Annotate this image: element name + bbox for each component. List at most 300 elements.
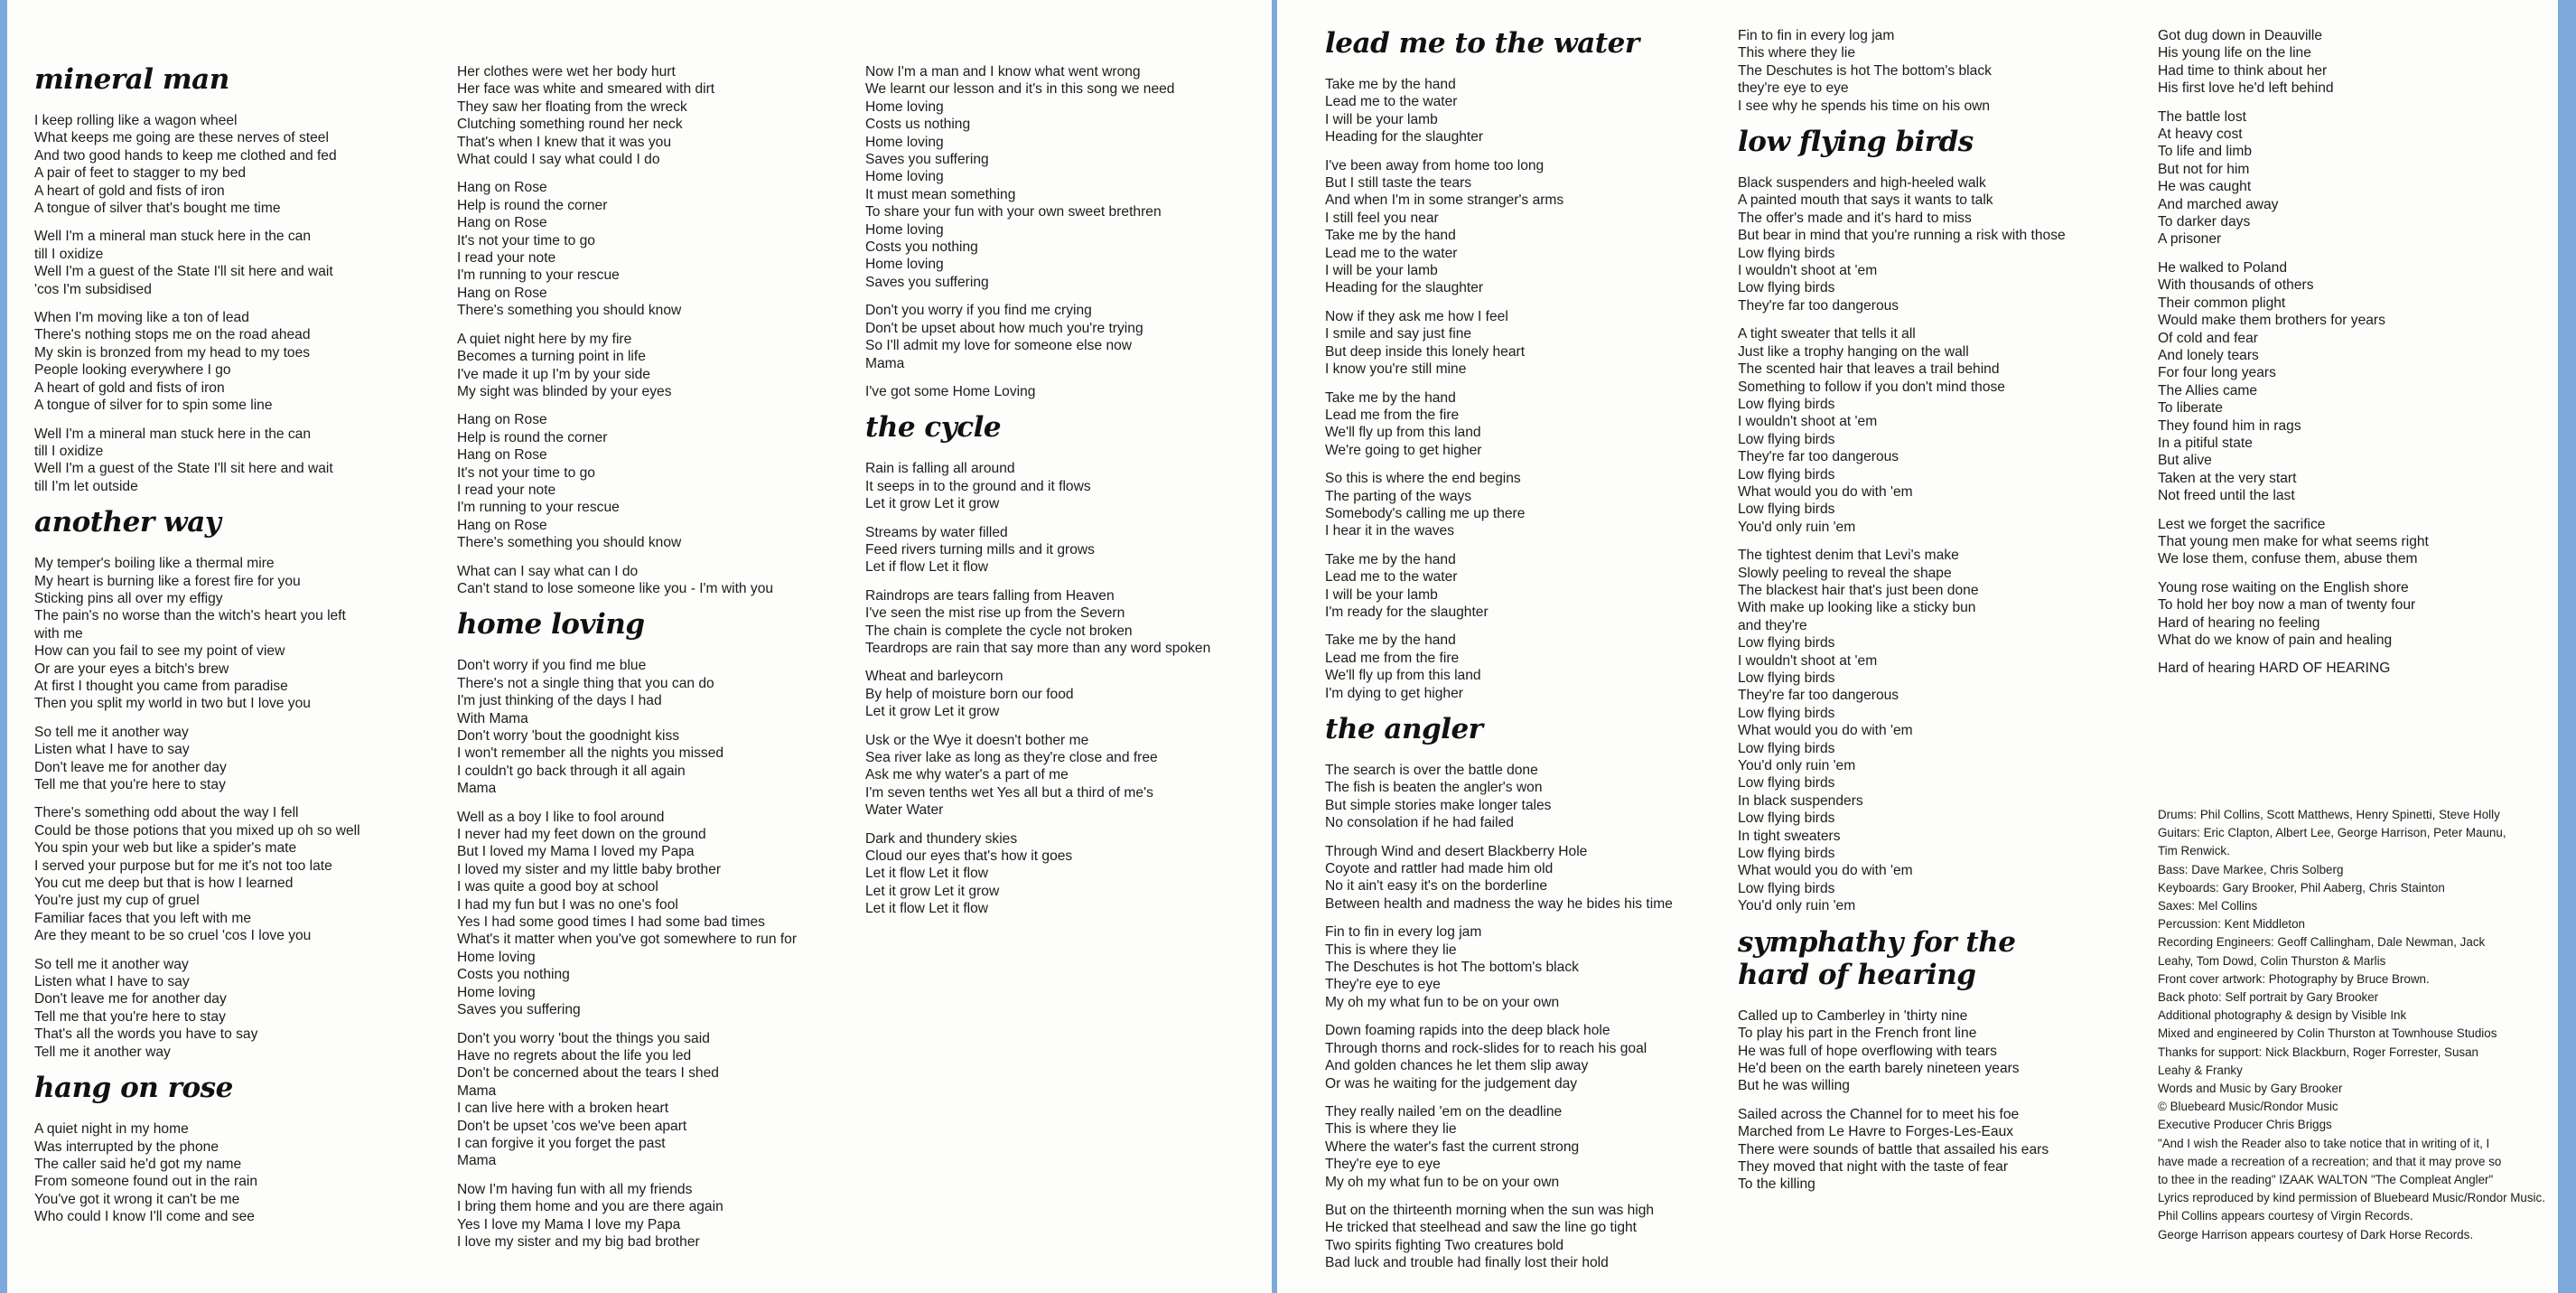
lyric-line: I'm just thinking of the days I had <box>457 693 662 709</box>
lyric-line: There's something you should know <box>457 303 682 319</box>
lyric-line: My temper's boiling like a thermal mire <box>34 556 275 572</box>
credit-line: Leahy, Tom Dowd, Colin Thurston & Marlis <box>2158 953 2386 968</box>
lyric-line: Don't leave me for another day <box>34 991 227 1007</box>
lyric-line: Teardrops are rain that say more than any word spoken <box>865 640 1211 656</box>
song-title: home loving <box>457 608 645 642</box>
stanza <box>1325 1202 1673 1272</box>
lyric-line: People looking everywhere I go <box>34 362 231 379</box>
lyric-line: Low flying birds <box>1738 880 1835 896</box>
lyric-line: How can you fail to see my point of view <box>34 643 285 660</box>
lyric-line: He was caught <box>2158 179 2252 195</box>
lyric-line: I will be your lamb <box>1325 586 1438 603</box>
lyric-line: To the killing <box>1738 1176 1815 1193</box>
lyric-line: Have no regrets about the life you led <box>457 1047 692 1063</box>
lyric-line: Listen what I have to say <box>34 974 190 990</box>
lyric-line: Help is round the corner <box>457 197 608 213</box>
lyric-line: Hard of hearing HARD OF HEARING <box>2158 661 2391 677</box>
lyric-line: Low flying birds <box>1738 635 1835 651</box>
stanza <box>457 179 797 319</box>
lyric-line: But he was willing <box>1738 1078 1850 1094</box>
lyric-line: Mama <box>865 355 905 371</box>
left-page <box>7 0 1272 1293</box>
lyric-line: Lead me to the water <box>1325 245 1458 261</box>
lyric-line: I read your note <box>457 482 556 498</box>
lyric-line: Wheat and barleycorn <box>865 669 1003 685</box>
lyric-line: Home loving <box>865 134 944 150</box>
lyric-line: By help of moisture born our food <box>865 686 1074 702</box>
lyric-line: Streams by water filled <box>865 524 1008 540</box>
credit-line: Additional photography & design by Visible Ink <box>2158 1008 2407 1023</box>
lyric-line: Between health and madness the way he bides his time <box>1325 895 1673 912</box>
lyric-line: So tell me it another way <box>34 724 189 740</box>
lyric-line: Don't worry 'bout the goodnight kiss <box>457 728 680 744</box>
lyric-line: Costs you nothing <box>865 239 978 256</box>
lyric-line: But bear in mind that you're running a risk with those <box>1738 228 2066 244</box>
lyric-line: Two spirits fighting Two creatures bold <box>1325 1237 1564 1253</box>
stanza <box>34 112 360 217</box>
lyric-line: He was full of hope overflowing with tears <box>1738 1043 1997 1059</box>
stanza <box>865 668 1210 720</box>
right-page <box>1277 0 2558 1293</box>
lyric-line: Can't stand to lose someone like you - I'm with you <box>457 580 774 596</box>
lyric-line: The caller said he'd got my name <box>34 1156 242 1172</box>
lyric-line: I couldn't go back through it all again <box>457 763 686 779</box>
lyric-line: I had my fun but I was no one's fool <box>457 896 678 913</box>
lyric-line: The pain's no worse than the witch's heart you left <box>34 608 346 624</box>
lyric-line: There's something odd about the way I fell <box>34 805 299 821</box>
lyric-line: You'd only ruin 'em <box>1738 758 1856 774</box>
stanza <box>1325 632 1673 702</box>
lyric-line: What keeps me going are these nerves of steel <box>34 130 329 146</box>
lyric-line: I smile and say just fine <box>1325 326 1472 342</box>
lyric-line: Tell me that you're here to stay <box>34 777 226 792</box>
lyric-line: I love my sister and my big bad brother <box>457 1233 700 1250</box>
lyric-line: Or was he waiting for the judgement day <box>1325 1075 1578 1092</box>
lyric-line: What would you do with 'em <box>1738 863 1913 879</box>
lyric-line: With Mama <box>457 710 528 726</box>
stanza <box>1325 1103 1673 1191</box>
lyric-line: Black suspenders and high-heeled walk <box>1738 175 1986 192</box>
credit-line: Phil Collins appears courtesy of Virgin Records. <box>2158 1209 2413 1223</box>
lyric-line: Somebody's calling me up there <box>1325 505 1526 521</box>
lyric-line: It's not your time to go <box>457 464 595 481</box>
lyric-line: Low flying birds <box>1738 280 1835 296</box>
lyric-line: A painted mouth that says it wants to talk <box>1738 192 1993 209</box>
lyric-line: I read your note <box>457 250 556 267</box>
lyric-line: Don't be concerned about the tears I shed <box>457 1065 719 1082</box>
stanza <box>2158 516 2429 568</box>
lyric-line: Let it flow Let it flow <box>865 901 989 917</box>
credit-line: Thanks for support: Nick Blackburn, Roger Forrester, Susan <box>2158 1045 2479 1059</box>
lyric-line: What would you do with 'em <box>1738 723 1913 739</box>
lyric-line: Hang on Rose <box>457 285 547 301</box>
lyric-line: They found him in rags <box>2158 417 2301 434</box>
lyric-line: I'm seven tenths wet Yes all but a third of me's <box>865 784 1153 801</box>
lyric-line: To life and limb <box>2158 144 2253 160</box>
lyric-line: I keep rolling like a wagon wheel <box>34 113 238 128</box>
stanza <box>865 302 1210 372</box>
lyric-line: Take me by the hand <box>1325 228 1456 244</box>
stanza <box>1325 1022 1673 1092</box>
lyric-line: Well as a boy I like to fool around <box>457 809 665 825</box>
lyric-line: A tongue of silver that's bought me time <box>34 201 281 217</box>
stanza <box>2158 27 2429 98</box>
stanza <box>865 524 1210 576</box>
lyric-line: Help is round the corner <box>457 429 608 445</box>
lyric-line: Had time to think about her <box>2158 62 2328 79</box>
lyric-line: Sailed across the Channel for to meet his foe <box>1738 1106 2020 1122</box>
lyric-line: Slowly peeling to reveal the shape <box>1738 565 1952 581</box>
lyric-line: Hang on Rose <box>457 412 547 428</box>
lyric-line: The battle lost <box>2158 108 2246 125</box>
lyric-line: Something to follow if you don't mind those <box>1738 379 2005 395</box>
lyric-line: Let it grow Let it grow <box>865 883 1000 899</box>
lyric-line: You've got it wrong it can't be me <box>34 1191 240 1207</box>
stanza <box>1325 762 1673 832</box>
lyric-line: My heart is burning like a forest fire for you <box>34 573 301 589</box>
lyric-line: He walked to Poland <box>2158 259 2288 276</box>
lyric-line: A quiet night here by my fire <box>457 331 632 347</box>
lyric-line: Clutching something round her neck <box>457 117 683 133</box>
lyric-line: We lose them, confuse them, abuse them <box>2158 551 2418 567</box>
lyric-line: We'll fly up from this land <box>1325 425 1481 441</box>
lyric-line: A tight sweater that tells it all <box>1738 326 1916 342</box>
credit-line: Back photo: Self portrait by Gary Brooker <box>2158 990 2379 1005</box>
lyric-line: The Deschutes is hot The bottom's black <box>1738 62 1992 79</box>
lyric-line: Hang on Rose <box>457 447 547 464</box>
lyric-line: My sight was blinded by your eyes <box>457 383 672 399</box>
credit-line: Keyboards: Gary Brooker, Phil Aaberg, Chris Stainton <box>2158 880 2445 895</box>
lyric-line: Rain is falling all around <box>865 461 1015 477</box>
lyric-line: What would you do with 'em <box>1738 483 1913 500</box>
lyric-line: The parting of the ways <box>1325 488 1472 504</box>
song-title: the cycle <box>865 411 1002 445</box>
lyric-line: Mama <box>457 1153 497 1169</box>
stanza <box>1325 923 1673 1011</box>
lyric-line: Through Wind and desert Blackberry Hole <box>1325 843 1588 859</box>
lyric-line: Now if they ask me how I feel <box>1325 308 1508 324</box>
lyric-line: You spin your web but like a spider's mate <box>34 840 297 857</box>
credit-line: Recording Engineers: Geoff Callingham, Dale Newman, Jack <box>2158 935 2486 950</box>
lyric-line: A prisoner <box>2158 231 2222 248</box>
song-title: hang on rose <box>34 1072 233 1105</box>
lyric-line: Mama <box>457 1082 497 1099</box>
lyric-line: Now I'm a man and I know what went wrong <box>865 64 1141 80</box>
lyric-line: My oh my what fun to be on your own <box>1325 994 1560 1010</box>
lyric-line: There's nothing stops me on the road ahead <box>34 327 311 343</box>
lyric-line: I see why he spends his time on his own <box>1738 98 1991 114</box>
lyric-line: But simple stories make longer tales <box>1325 797 1552 813</box>
lyric-line: Water Water <box>865 802 944 819</box>
lyric-line: Home loving <box>865 169 944 185</box>
lyric-line: and they're <box>1738 617 1807 633</box>
lyric-line: But deep inside this lonely heart <box>1325 343 1526 360</box>
stanza <box>457 1030 797 1170</box>
credit-line: Percussion: Kent Middleton <box>2158 917 2306 932</box>
lyric-line: No consolation if he had failed <box>1325 815 1514 831</box>
lyric-line: Let it flow Let it flow <box>865 866 989 882</box>
credit-line: Tim Renwick. <box>2158 844 2230 858</box>
lyric-line: I will be your lamb <box>1325 111 1438 127</box>
credit-line: Saxes: Mel Collins <box>2158 899 2258 914</box>
stanza <box>457 1181 797 1251</box>
lyric-line: My oh my what fun to be on your own <box>1325 1174 1560 1190</box>
lyric-line: Low flying birds <box>1738 705 1835 721</box>
lyric-line: His first love he'd left behind <box>2158 80 2334 97</box>
lyric-line: That's all the words you have to say <box>34 1026 258 1043</box>
stanza <box>2158 579 2429 650</box>
stanza <box>2158 108 2429 248</box>
lyric-line: Then you split my world in two but I love you <box>34 696 311 712</box>
lyric-line: Hang on Rose <box>457 180 547 196</box>
lyric-line: Saves you suffering <box>865 152 989 168</box>
lyric-line: Low flying birds <box>1738 501 1835 518</box>
lyric-line: That's when I knew that it was you <box>457 134 671 150</box>
lyric-line: they're eye to eye <box>1738 80 1849 97</box>
lyric-line: To play his part in the French front line <box>1738 1026 1977 1042</box>
lyric-line: Low flying birds <box>1738 740 1835 756</box>
lyric-line: Through thorns and rock-slides for to reach his goal <box>1325 1040 1647 1056</box>
lyric-line: Who could I know I'll come and see <box>34 1209 255 1225</box>
stanza <box>865 830 1210 918</box>
stanza <box>1325 76 1673 146</box>
lyric-line: Young rose waiting on the English shore <box>2158 579 2409 595</box>
credit-line: Drums: Phil Collins, Scott Matthews, Henry Spinetti, Steve Holly <box>2158 808 2500 821</box>
lyric-line: So this is where the end begins <box>1325 471 1521 487</box>
lyric-line: Costs you nothing <box>457 967 570 983</box>
stanza <box>34 426 360 496</box>
stanza <box>2158 259 2429 505</box>
lyric-line: Home loving <box>865 257 944 273</box>
lyric-line: Heading for the slaughter <box>1325 280 1484 296</box>
lyric-line: There were sounds of battle that assailed his ears <box>1738 1141 2049 1157</box>
stanza <box>1738 174 2066 314</box>
lyric-line: I've been away from home too long <box>1325 157 1545 173</box>
lyric-line: Fin to fin in every log jam <box>1325 924 1482 941</box>
lyric-line: Low flying birds <box>1738 810 1835 827</box>
lyric-line: Sea river lake as long as they're close and free <box>865 750 1158 765</box>
lyric-line: I was quite a good boy at school <box>457 879 658 895</box>
lyric-line: Well I'm a guest of the State I'll sit here and wait <box>34 461 333 477</box>
song-title: the angler <box>1325 713 1483 745</box>
lyric-line: There's something you should know <box>457 535 682 551</box>
stanza <box>34 555 360 713</box>
lyric-line: till I oxidize <box>34 246 104 262</box>
lyric-line: A tongue of silver for to spin some line <box>34 398 273 414</box>
lyric-line: With make up looking like a sticky bun <box>1738 600 1976 616</box>
lyric-line: To liberate <box>2158 400 2223 417</box>
lyric-line: The chain is complete the cycle not broken <box>865 623 1133 639</box>
lyric-line: Well I'm a guest of the State I'll sit here and wait <box>34 264 333 280</box>
lyric-line: Their common plight <box>2158 295 2286 311</box>
stanza <box>457 563 797 598</box>
lyric-line: In tight sweaters <box>1738 828 1841 844</box>
lyric-line: Lead me from the fire <box>1325 407 1460 423</box>
lyric-line: Don't be upset 'cos we've been apart <box>457 1118 687 1134</box>
lyric-line: Low flying birds <box>1738 466 1835 483</box>
stanza <box>1325 843 1673 914</box>
credit-line: Leahy & Franky <box>2158 1063 2243 1077</box>
lyric-line: I've got some Home Loving <box>865 383 1036 399</box>
lyric-line: In black suspenders <box>1738 792 1863 809</box>
lyric-line: Or are your eyes a bitch's brew <box>34 661 229 677</box>
lyric-line: It's not your time to go <box>457 232 595 248</box>
song-title: another way <box>34 506 221 539</box>
lyric-line: Ask me why water's a part of me <box>865 767 1069 783</box>
stanza <box>1738 1106 2066 1194</box>
lyrics-column-3 <box>865 63 1210 929</box>
lyric-line: Lest we forget the sacrifice <box>2158 516 2326 532</box>
lyric-line: His young life on the line <box>2158 45 2311 61</box>
stanza <box>1325 551 1673 622</box>
lyric-line: Take me by the hand <box>1325 389 1456 406</box>
lyric-line: I'm ready for the slaughter <box>1325 604 1489 620</box>
lyric-line: But I loved my Mama I loved my Papa <box>457 844 695 860</box>
lyric-line: Feed rivers turning mills and it grows <box>865 541 1095 557</box>
lyric-line: That young men make for what seems right <box>2158 533 2429 549</box>
lyric-line: Don't be upset about how much you're trying <box>865 320 1143 336</box>
lyric-line: We learnt our lesson and it's in this song we need <box>865 81 1175 98</box>
lyric-line: Let it grow Let it grow <box>865 496 1000 512</box>
lyric-line: It seeps in to the ground and it flows <box>865 478 1091 494</box>
lyric-line: And lonely tears <box>2158 347 2259 363</box>
lyric-line: I've seen the mist rise up from the Severn <box>865 605 1125 622</box>
lyric-line: Home loving <box>457 949 536 965</box>
lyric-line: Taken at the very start <box>2158 470 2297 486</box>
lyric-line: Bad luck and trouble had finally lost their hold <box>1325 1255 1609 1271</box>
lyric-line: I hear it in the waves <box>1325 523 1455 539</box>
lyric-line: Home loving <box>865 98 944 115</box>
lyric-line: Don't you worry if you find me crying <box>865 303 1092 319</box>
lyric-line: Just like a trophy hanging on the wall <box>1738 343 1969 360</box>
lyric-line: A quiet night in my home <box>34 1121 189 1138</box>
song-title: lead me to the water <box>1325 27 1639 60</box>
stanza <box>865 63 1210 291</box>
stanza <box>34 309 360 414</box>
lyric-line: The scented hair that leaves a trail behind <box>1738 361 2000 378</box>
lyric-line: Mama <box>457 781 497 797</box>
lyric-line: My skin is bronzed from my head to my toes <box>34 344 311 361</box>
lyric-line: The Deschutes is hot The bottom's black <box>1325 960 1579 976</box>
lyric-line: So tell me it another way <box>34 956 189 972</box>
credit-line: © Bluebeard Music/Rondor Music <box>2158 1100 2338 1114</box>
stanza <box>1325 308 1673 379</box>
credit-line: Guitars: Eric Clapton, Albert Lee, George Harrison, Peter Maunu, <box>2158 826 2506 840</box>
stanza <box>1738 547 2066 915</box>
lyric-line: Home loving <box>457 984 536 1000</box>
lyric-line: Lead me to the water <box>1325 569 1458 586</box>
lyric-line: Well I'm a mineral man stuck here in the can <box>34 229 312 245</box>
lyric-line: The tightest denim that Levi's make <box>1738 548 1959 564</box>
lyric-line: When I'm moving like a ton of lead <box>34 310 249 326</box>
lyric-line: Low flying birds <box>1738 245 1835 261</box>
lyric-line: Down foaming rapids into the deep black hole <box>1325 1023 1610 1039</box>
lyric-line: There's not a single thing that you can do <box>457 675 714 691</box>
stanza <box>34 956 360 1061</box>
lyric-line: At heavy cost <box>2158 126 2243 143</box>
lyric-line: So I'll admit my love for someone else now <box>865 338 1133 354</box>
stanza <box>1325 470 1673 540</box>
lyric-line: Now I'm having fun with all my friends <box>457 1181 693 1197</box>
lyric-line: They're eye to eye <box>1325 977 1441 993</box>
credit-line: to thee in the reading" IZAAK WALTON "The Compleat Angler" <box>2158 1173 2494 1187</box>
lyric-line: To hold her boy now a man of twenty four <box>2158 597 2416 614</box>
lyric-line: This is where they lie <box>1325 1121 1457 1138</box>
lyric-line: Low flying birds <box>1738 846 1835 862</box>
lyric-line: Let it grow Let it grow <box>865 704 1000 720</box>
lyrics-column-6 <box>2158 27 2545 1241</box>
stanza <box>457 411 797 551</box>
lyric-line: Her clothes were wet her body hurt <box>457 64 676 80</box>
lyric-line: Lead me from the fire <box>1325 650 1460 666</box>
stanza <box>1738 27 2066 115</box>
lyric-line: I'm running to your rescue <box>457 500 620 516</box>
stanza <box>1325 389 1673 460</box>
lyric-line: Familiar faces that you left with me <box>34 910 252 926</box>
lyric-line: Dark and thundery skies <box>865 830 1018 847</box>
stanza <box>34 1120 360 1225</box>
lyric-line: Are they meant to be so cruel 'cos I love you <box>34 928 312 944</box>
lyric-line: 'cos I'm subsidised <box>34 281 152 297</box>
lyric-line: They're far too dangerous <box>1738 449 1899 465</box>
stanza <box>865 460 1210 512</box>
lyric-line: In a pitiful state <box>2158 435 2253 451</box>
credit-line: Lyrics reproduced by kind permission of Bluebeard Music/Rondor Music. <box>2158 1191 2545 1205</box>
lyric-line: With thousands of others <box>2158 277 2314 294</box>
lyric-line: The search is over the battle done <box>1325 763 1538 778</box>
lyrics-block <box>2158 27 2429 678</box>
lyric-line: You cut me deep but that is how I learned <box>34 876 294 892</box>
credit-line: have made a recreation of a recreation; and that it may prove so <box>2158 1154 2502 1168</box>
lyric-line: Sticking pins all over my effigy <box>34 590 223 606</box>
lyric-line: Tell me that you're here to stay <box>34 1008 226 1025</box>
lyric-line: I've made it up I'm by your side <box>457 366 650 382</box>
lyric-line: It must mean something <box>865 186 1016 202</box>
lyric-line: The Allies came <box>2158 382 2258 398</box>
lyric-line: For four long years <box>2158 365 2276 381</box>
stanza <box>457 809 797 1019</box>
lyric-line: From someone found out in the rain <box>34 1174 258 1190</box>
credit-line: Front cover artwork: Photography by Bruce Brown. <box>2158 971 2430 986</box>
lyric-line: To darker days <box>2158 214 2251 230</box>
stanza <box>457 63 797 168</box>
lyrics-column-4 <box>1325 27 1673 1283</box>
lyric-line: Low flying birds <box>1738 670 1835 686</box>
lyric-line: They saw her floating from the wreck <box>457 98 687 115</box>
lyric-line: Would make them brothers for years <box>2158 313 2385 329</box>
lyric-line: This is where they lie <box>1325 942 1457 958</box>
lyric-line: I never had my feet down on the ground <box>457 827 706 843</box>
lyric-line: Of cold and fear <box>2158 330 2258 346</box>
stanza <box>34 724 360 794</box>
stanza <box>1325 157 1673 297</box>
credit-line: Executive Producer Chris Briggs <box>2158 1118 2332 1132</box>
lyric-line: Hang on Rose <box>457 517 547 533</box>
credit-line: George Harrison appears courtesy of Dark Horse Records. <box>2158 1227 2474 1241</box>
lyric-line: I wouldn't shoot at 'em <box>1738 652 1878 669</box>
lyric-line: Lead me to the water <box>1325 94 1458 110</box>
lyric-line: Don't worry if you find me blue <box>457 658 647 674</box>
lyric-line: I'm running to your rescue <box>457 267 620 284</box>
lyric-line: You'd only ruin 'em <box>1738 519 1856 535</box>
lyric-line: Low flying birds <box>1738 396 1835 412</box>
lyric-line: Where the water's fast the current strong <box>1325 1138 1580 1155</box>
lyric-line: Raindrops are tears falling from Heaven <box>865 587 1115 604</box>
credit-line: Bass: Dave Markee, Chris Solberg <box>2158 862 2344 876</box>
stanza <box>865 587 1210 658</box>
lyric-line: And when I'm in some stranger's arms <box>1325 192 1564 209</box>
lyric-line: Usk or the Wye it doesn't bother me <box>865 732 1089 748</box>
